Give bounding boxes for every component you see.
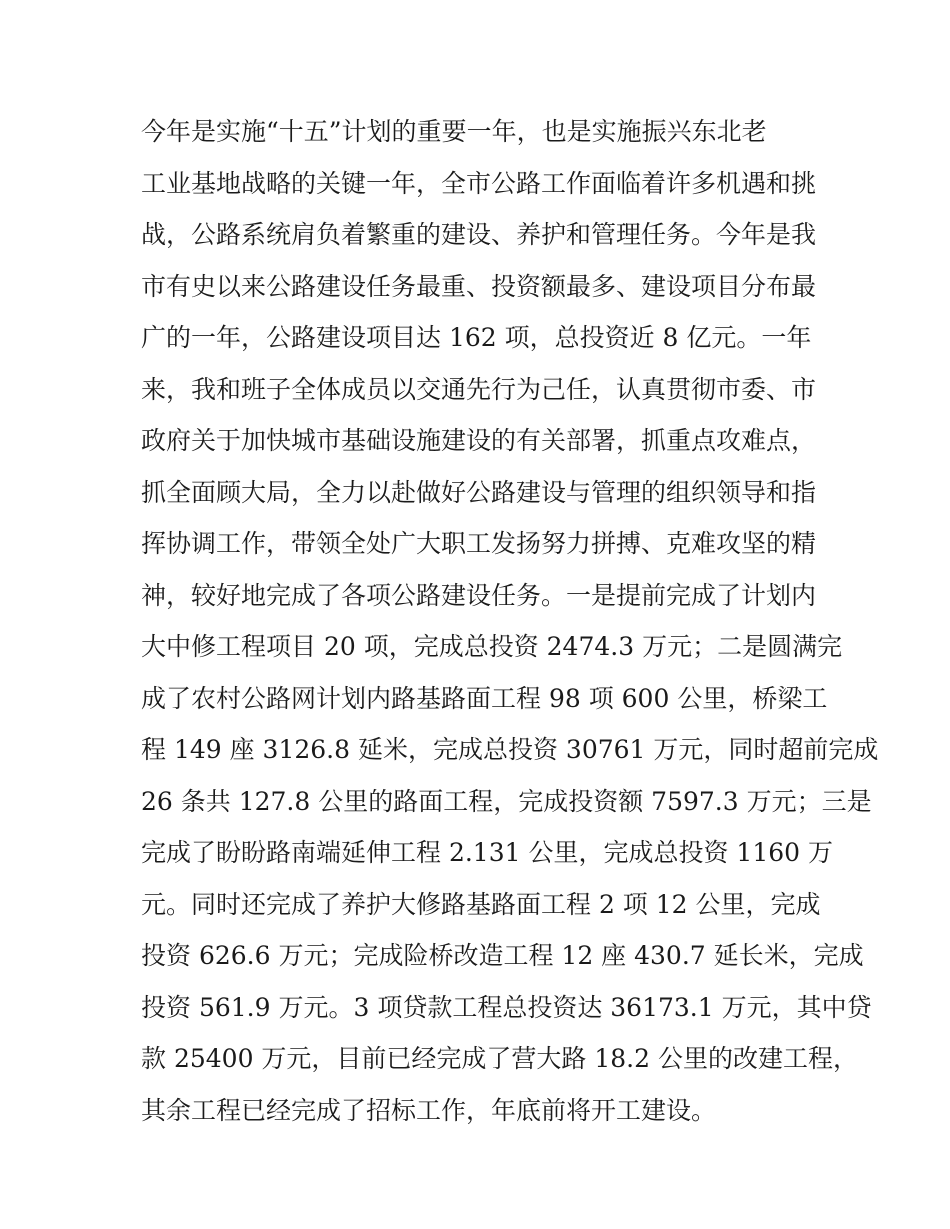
text-line: 今年是实施“十五”计划的重要一年，也是实施振兴东北老 (141, 117, 767, 146)
text-line: 投资 561.9 万元。3 项贷款工程总投资达 36173.1 万元，其中贷 (141, 992, 872, 1022)
text-line: 26 条共 127.8 公里的路面工程，完成投资额 7597.3 万元；三是 (141, 786, 872, 816)
text-line: 工业基地战略的关键一年，全市公路工作面临着许多机遇和挑 (141, 168, 817, 198)
text-line: 完成了盼盼路南端延伸工程 2.131 公里，完成总投资 1160 万 (141, 838, 833, 867)
text-line: 挥协调工作，带领全处广大职工发扬努力拼搏、克难攻坚的精 (141, 529, 817, 558)
text-line: 投资 626.6 万元；完成险桥改造工程 12 座 430.7 延长米，完成 (141, 941, 864, 970)
text-line: 政府关于加快城市基础设施建设的有关部署，抓重点攻难点， (141, 426, 817, 455)
text-line: 抓全面顾大局，全力以赴做好公路建设与管理的组织领导和指 (141, 477, 817, 507)
text-line: 其余工程已经完成了招标工作，年底前将开工建设。 (141, 1095, 717, 1125)
text-line: 元。同时还完成了养护大修路基路面工程 2 项 12 公里，完成 (141, 889, 821, 919)
text-line: 市有史以来公路建设任务最重、投资额最多、建设项目分布最 (141, 271, 817, 301)
text-line: 广的一年，公路建设项目达 162 项，总投资近 8 亿元。一年 (141, 323, 812, 352)
text-line: 成了农村公路网计划内路基路面工程 98 项 600 公里，桥梁工 (141, 683, 828, 713)
text-line: 程 149 座 3126.8 延米，完成总投资 30761 万元，同时超前完成 (141, 735, 879, 764)
text-line: 大中修工程项目 20 项，完成总投资 2474.3 万元；二是圆满完 (141, 632, 843, 661)
text-line: 神，较好地完成了各项公路建设任务。一是提前完成了计划内 (141, 580, 817, 610)
text-line: 战，公路系统肩负着繁重的建设、养护和管理任务。今年是我 (141, 220, 817, 249)
body-paragraph (141, 106, 879, 1136)
text-line: 款 25400 万元，目前已经完成了营大路 18.2 公里的改建工程， (141, 1044, 858, 1073)
text-line: 来，我和班子全体成员以交通先行为己任，认真贯彻市委、市 (141, 374, 817, 404)
